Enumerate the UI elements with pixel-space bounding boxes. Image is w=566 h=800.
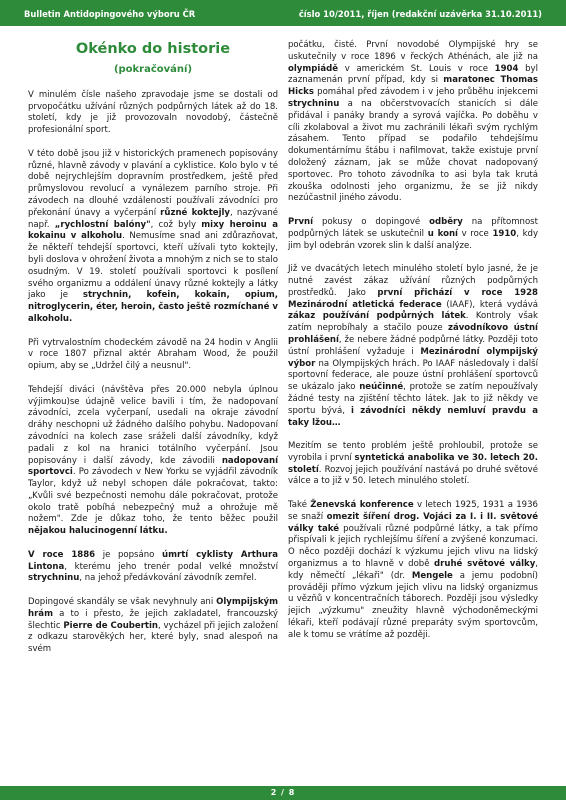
bold-text: strychnin, kofein, kokain, opium, nitroglycerin, éter, heroin, často ještě rozmíchané v alkoholu. [28, 290, 278, 324]
paragraph [28, 385, 278, 538]
text-run: , což byly [150, 219, 202, 230]
text-run: V této době jsou již v historických pramenech popisovány různé, hlavně závody v plavání a cyklistice. Kolo bylo v té době nejrychlejším dopravním prostředkem, ještě před průmyslovou revolucí a vynálezem parního stroje. Při závodech na dlouhé vzdálenosti používali závodníci pro překonání únavy a vyčerpání [28, 148, 278, 218]
text-run: je popsáno [95, 549, 163, 560]
paragraph [288, 441, 538, 488]
bold-text: závodníkovo ústní prohlášení [288, 323, 538, 345]
bold-text: i závodníci někdy nemluví pravdu a taky lžou… [288, 405, 538, 428]
text-run: v letech 1925, 1931 a 1936 se snaží [288, 500, 538, 522]
bold-text: Ženevská konference [310, 500, 414, 511]
paragraph [288, 217, 538, 252]
paragraph [288, 264, 538, 429]
bold-text: u koní [427, 228, 458, 239]
text-run: byl zaznamenán první případ, kdy si [288, 63, 538, 86]
text-run: Při vytrvalostním chodeckém závodě na 24 hodin v Anglii v roce 1807 přiznal aktér Abraham Wood, že použil opium, aby se „Udržel čilý a neusnul". [28, 337, 278, 372]
bold-text: Olympijským hrám [28, 597, 278, 619]
bold-text: 1904 [494, 63, 519, 74]
text-run: na Olympijských hrách. Po IAAF následovaly i další sportovní federace, ale pouze ústní prohlášení sportovců se ukázalo jako [288, 358, 538, 393]
text-run: . Rozvoj jejich používání nastává po druhé světové válce a to již v 50. letech minulého století. [288, 464, 538, 487]
text-run: , protože se zatím nepoužívaly žádné testy na zjištění těchto látek. Jak to již někdy ve sportu bývá, [288, 382, 538, 416]
text-run: . Nemusíme snad ani zdůrazňovat, že někteří tehdejší sportovci, kteří užívali tyto koktejly, byli doslova v ohrožení života a mnohým z nich se to stalo osudným. V 19. století používali sportovci k posílení svého organizmu a oddálení únavy různé koktejly a látky jako je [28, 231, 278, 301]
bold-text: Mezinárodní olympijský výbor [288, 346, 538, 369]
article-subtitle: (pokračování) [113, 64, 193, 75]
text-run: pokusy o dopingové [313, 216, 430, 227]
text-run: a jemu podobní) prováději přímo výzkum jejich vlivu na lidský organizmus u vězňů v koncentračních táborech. Později jsou výsledky jejich „výzkumu" zneužity hlavně východoněmeckými lékaři, kteří podávají různé preparáty svým sportovcům, ale k tomu se vrátíme až později. [288, 570, 538, 640]
bold-text: „rychlostní balóny" [54, 219, 151, 230]
page-footer [0, 786, 566, 800]
paragraph [28, 550, 278, 585]
text-run: , nazývané např. [28, 207, 278, 230]
text-run: , kdy němečtí „lékaři" (dr. [288, 559, 538, 581]
paragraph [288, 500, 538, 642]
paragraph [288, 40, 538, 205]
text-run: , že nebere žádné podpůrné látky. Později toto ústní prohlášení vyžaduje i [288, 334, 538, 357]
bold-text: První [288, 216, 314, 227]
bold-text: nějakou halucinogenní látku. [28, 526, 168, 537]
bulletin-title: Bulletin Antidopingového výboru ČR [24, 9, 196, 19]
paragraph [28, 149, 278, 326]
text-run: používali různé podpůrné látky, a tak přímo přispívali k jejich rychlejšímu šíření a zvýšené konzumaci. O něco později dochází k výzkumu jejich vlivu na lidský organizmus a to hlavně v době [288, 523, 539, 570]
text-run: Již ve dvacátých letech minulého století bylo jasné, že je nutné zavést zákaz užívání různých podpůrných prostředků. Jako [288, 264, 538, 298]
text-run: (IAAF), která vydává [441, 299, 538, 310]
right-column [288, 40, 538, 653]
text-run: Dopingové skandály se však nevyhnuly ani [28, 597, 217, 608]
article-title: Okénko do historie [75, 41, 231, 57]
bold-text: mixy heroinu a kokainu v alkoholu [28, 219, 278, 242]
text-run: a na občerstvovacích stanicích si dále přidával i panáky brandy a syrová vajíčka. Po doběhu v cíli zkolaboval a život mu zachránili lékaři svým rychlým zásahem. Tento případ se podařilo tehdejšímu dokumentárnímu štábu i nafilmovat, takže existuje první doložený záznam, jak se může chovat nadopovaný sportovec. Pro tohoto závodníka to asi byla tak krutá zkouška odolnosti jeho organizmu, že se již nikdy nezúčastnil jiného závodu. [288, 98, 538, 204]
text-run: Mezitím se tento problém ještě prohloubil, protože se vyrobila i první [288, 441, 538, 463]
left-column [28, 40, 278, 668]
page-number: 2 / 8 [270, 788, 296, 797]
bold-text: strychninu [28, 573, 80, 584]
text-run: . Kontroly však zatím neprobíhaly a stačilo pouze [288, 311, 538, 334]
text-run: , kterému jeho trenér podal velké množství [64, 561, 278, 572]
page-header [0, 0, 566, 26]
text-run: . Po závodech v New Yorku se vyjádřil závodník Taylor, když už nebyl schopen dále pokračovat, takto: „Kvůli své bezpečnosti nemohu dále pokračovat, protože okolo tratě pobíhá nebezpečný muž a ohrožuje mě nožem". Zde je důkaz toho, že tento běžec použil [28, 467, 278, 525]
bold-text: úmrtí cyklisty Arthura Lintona [28, 549, 278, 572]
text-run: a to i přesto, že jejich zakladatel, francouzský šlechtic [28, 608, 278, 631]
issue-info: číslo 10/2011, říjen (redakční uzávěrka 31.10.2011) [298, 9, 542, 19]
bold-text: maratonec Thomas Hicks [288, 75, 538, 98]
bold-text: Mengele [411, 570, 453, 581]
bold-text: nadopovaní sportovci [28, 455, 278, 478]
bold-text: první přichází v roce 1928 Mezinárodní atletická federace [288, 287, 539, 310]
paragraph [28, 90, 278, 137]
bold-text: zákaz používání podpůrných látek [288, 311, 466, 322]
bold-text: syntetická anabolika ve 30. letech 20. století [288, 452, 538, 475]
text-run: , vycházel při jejich založení z odkazu starověkých her, které byly, snad alespoň na svém [28, 620, 279, 655]
bold-text: neúčinné [359, 382, 404, 393]
bold-text: odběry [429, 216, 463, 227]
text-run: v americkém St. Louis v roce [338, 63, 495, 74]
bold-text: druhé světové války [434, 559, 536, 570]
bold-text: různé koktejly [160, 207, 231, 218]
bold-text: olympiádě [288, 63, 339, 74]
bold-text: omezit šíření drog. Vojáci za I. i II. světové války také [288, 511, 538, 534]
text-run: , na jehož předávkování závodník zemřel. [79, 573, 257, 584]
bold-text: strychninu [288, 98, 340, 109]
bold-text: V roce 1886 [28, 549, 96, 560]
text-run: počátku, čisté. První novodobé Olympijské hry se uskutečnily v roce 1896 v řeckých Athénách, ale již na [288, 40, 538, 62]
paragraph [28, 597, 278, 656]
text-run: Tehdejší diváci (návštěva přes 20.000 nebyla úplnou výjimkou)se údajně velice bavili i tím, že nadopovaní závodníci, zcela vyčerpaní, usedali na okraje závodní dráhy neschopni už žádného dalšího pohybu. Nadopovaní závodníci na kolech zase sráželi další závodníky, když padali z kol na hranici totálního vyčerpání. Jsou popisovány i další závody, kde závodili [28, 384, 278, 466]
text-run: Také [288, 500, 311, 511]
paragraph [28, 338, 278, 373]
text-run: v roce [458, 228, 493, 239]
text-run: na přítomnost podpůrných látek se uskutečnil [288, 216, 538, 239]
text-run: , kdy jim byl odebrán vzorek slin k další analýze. [288, 228, 539, 251]
text-run: V minulém čísle našeho zpravodaje jsme se dostali od prvopočátku užívání různých podpůrných látek až do 18. století, kdy je již provozovaln novodobý, částečně profesionální sport. [28, 89, 278, 136]
text-run: pomáhal před závodem i v jeho průběhu injekcemi [313, 87, 538, 98]
bold-text: 1910 [492, 228, 517, 239]
bold-text: Pierre de Coubertin [63, 620, 159, 631]
